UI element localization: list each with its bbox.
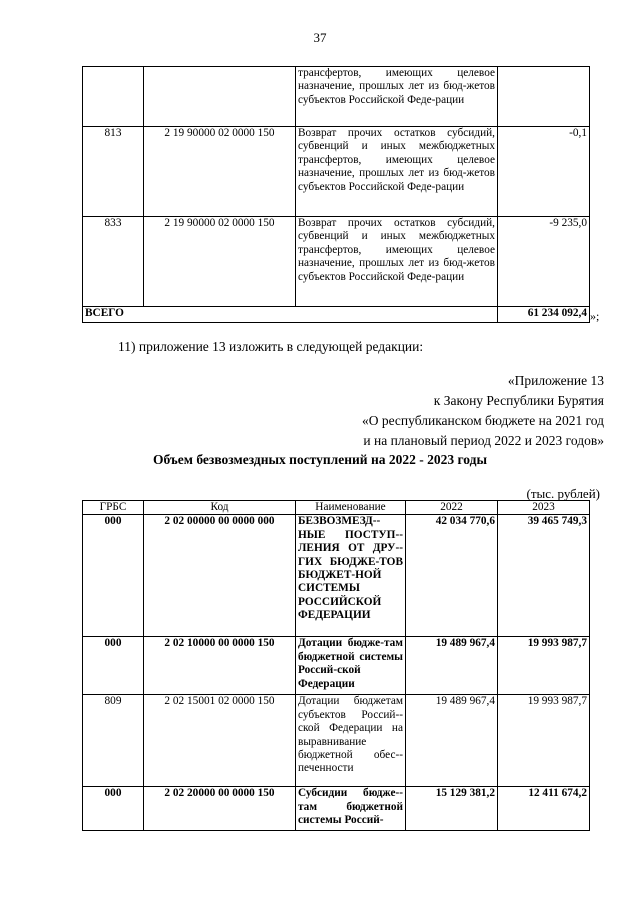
name-cell: трансфертов, имеющих целевое назначение, прошлых лет из бюд-жетов субъектов Российской Феде-рации [296,67,498,127]
value-2023-cell: 12 411 674,2 [498,787,590,831]
header-grbs: ГРБС [83,501,144,515]
units-label: (тыс. рублей) [526,486,600,501]
table-row [83,127,590,217]
code-cell: 2 02 10000 00 0000 150 [144,637,296,695]
value-cell: -0,1 [498,127,590,217]
grbs-cell: 833 [83,217,144,307]
table-row [83,637,590,695]
table-row [83,695,590,787]
name-cell: Дотации бюдже-там бюджетной системы Россий-ской Федерации [296,637,406,695]
value-2022-cell: 19 489 967,4 [406,695,498,787]
revenue-return-table [82,66,590,323]
value-cell [498,67,590,127]
header-2022: 2022 [406,501,498,515]
grants-table [82,500,590,831]
appendix-line: и на плановый период 2022 и 2023 годов» [363,433,604,448]
code-cell: 2 19 90000 02 0000 150 [144,127,296,217]
appendix-line: «Приложение 13 [507,373,604,388]
name-cell: БЕЗВОЗМЕЗД-НЫЕ ПОСТУП-ЛЕНИЯ ОТ ДРУ-ГИХ БЮДЖЕ-ТОВ БЮДЖЕТ-НОЙ СИСТЕМЫ РОССИЙСКОЙ ФЕДЕРАЦИИ [296,515,406,637]
code-cell: 2 02 20000 00 0000 150 [144,787,296,831]
appendix-line: «О республиканском бюджете на 2021 год [361,413,604,428]
table-row [83,787,590,831]
value-2023-cell: 19 993 987,7 [498,695,590,787]
name-cell: Возврат прочих остатков субсидий, субвенций и иных межбюджетных трансфертов, имеющих целевое назначение, прошлых лет из бюд-жетов субъектов Российской Феде-рации [296,127,498,217]
value-2023-cell: 19 993 987,7 [498,637,590,695]
appendix-reference [362,371,604,451]
table-header-row [83,501,590,515]
value-2022-cell: 15 129 381,2 [406,787,498,831]
value-2023-cell: 39 465 749,3 [498,515,590,637]
amendment-text: 11) приложение 13 изложить в следующей редакции: [118,339,424,354]
header-name: Наименование [296,501,406,515]
value-2022-cell: 19 489 967,4 [406,637,498,695]
grbs-cell: 000 [83,515,144,637]
value-2022-cell: 42 034 770,6 [406,515,498,637]
table-row [83,67,590,127]
header-code: Код [144,501,296,515]
table-heading: Объем безвозмездных поступлений на 2022 - 2023 годы [153,452,487,467]
name-cell: Субсидии бюдже-там бюджетной системы Россий- [296,787,406,831]
appendix-line: к Закону Республики Бурятия [433,393,604,408]
code-cell [144,67,296,127]
grbs-cell: 809 [83,695,144,787]
name-cell: Возврат прочих остатков субсидий, субвенций и иных межбюджетных трансфертов, имеющих целевое назначение, прошлых лет из бюд-жетов субъектов Российской Феде-рации [296,217,498,307]
table-row [83,515,590,637]
page-number: 37 [313,30,327,45]
value-cell: -9 235,0 [498,217,590,307]
code-cell: 2 02 15001 02 0000 150 [144,695,296,787]
total-row [83,307,590,323]
name-cell: Дотации бюджетам субъектов Россий-ской Федерации на выравнивание бюджетной обес-печенности [296,695,406,787]
grbs-cell: 000 [83,787,144,831]
total-label: ВСЕГО [83,307,498,323]
closing-quote: »; [590,309,600,323]
grbs-cell [83,67,144,127]
code-cell: 2 19 90000 02 0000 150 [144,217,296,307]
grbs-cell: 813 [83,127,144,217]
header-2023: 2023 [498,501,590,515]
code-cell: 2 02 00000 00 0000 000 [144,515,296,637]
total-value: 61 234 092,4 [498,307,590,323]
table-row [83,217,590,307]
grbs-cell: 000 [83,637,144,695]
